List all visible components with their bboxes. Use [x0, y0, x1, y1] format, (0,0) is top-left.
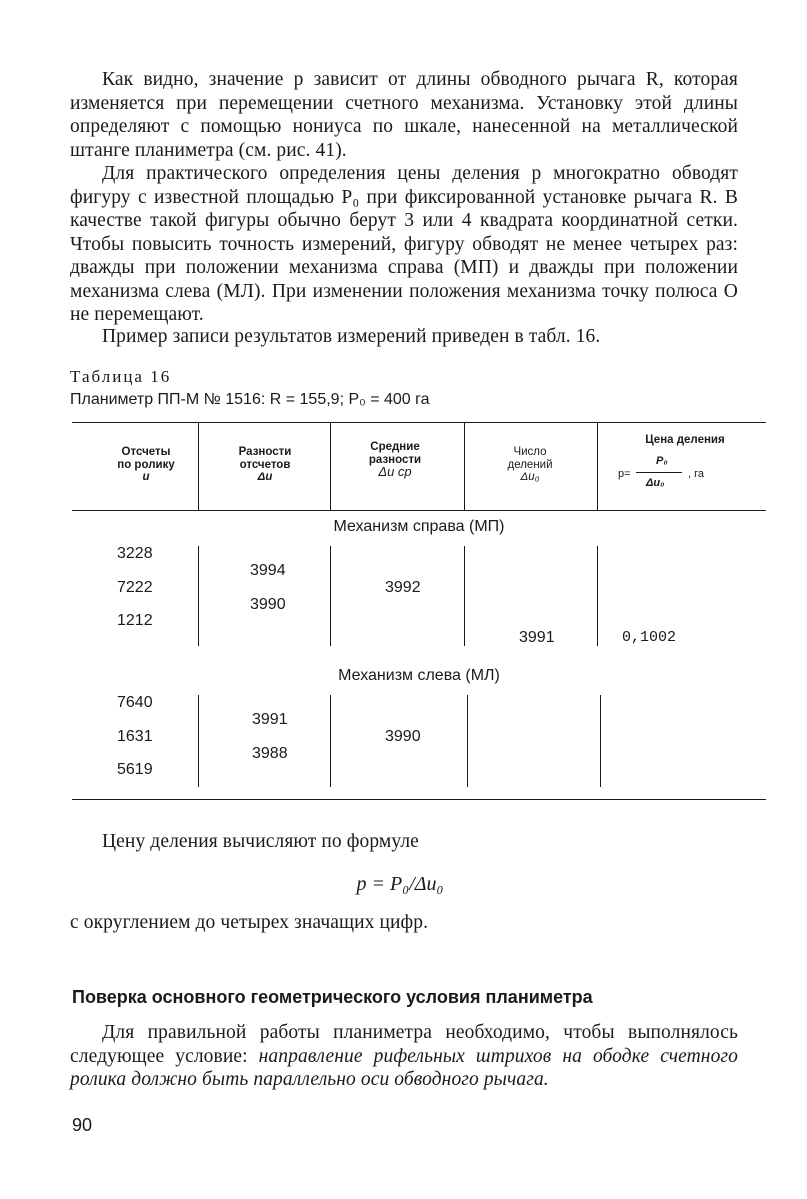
right-mean: 3992 [385, 579, 421, 596]
divisions-value: 3991 [519, 629, 555, 646]
right-divider-3 [464, 546, 465, 646]
header-divisions: Число делений Δu₀ [507, 446, 553, 483]
header-divider-3 [464, 423, 465, 510]
price-value: 0,1002 [622, 629, 677, 646]
page-number: 90 [72, 1115, 93, 1135]
header-divider-2 [330, 423, 331, 510]
table-top-rule [72, 422, 766, 423]
paragraph-3: Пример записи результатов измерений приведен в табл. 16. [102, 326, 601, 347]
left-reading-1: 7640 [117, 694, 153, 711]
header-divider-4 [597, 423, 598, 510]
table-subtitle: Планиметр ПП-М № 1516: R = 155,9; P₀ = 400 га [70, 391, 430, 408]
table-title: Таблица 16 [70, 367, 172, 386]
left-divider-3 [467, 695, 468, 787]
price-fraction: p= P₀ Δu₀ , га [618, 455, 705, 489]
header-differences: Разности отсчетов Δu [238, 446, 292, 483]
right-divider-4 [597, 546, 598, 646]
left-reading-2: 1631 [117, 728, 153, 745]
right-divider-1 [198, 546, 199, 646]
header-price: Цена деления [645, 434, 725, 446]
right-divider-2 [330, 546, 331, 646]
left-divider-4 [600, 695, 601, 787]
section-left-mechanism: Механизм слева (МЛ) [338, 667, 500, 684]
header-divider-1 [198, 423, 199, 510]
left-divider-1 [198, 695, 199, 787]
right-reading-3: 1212 [117, 612, 153, 629]
right-difference-2: 3990 [250, 596, 286, 613]
last-paragraph: Для правильной работы планиметра необходимо, чтобы выполнялось следующее условие: направление рифельных штрихов на ободке счетного ролика должно быть параллельно оси обводного рычага. [70, 1022, 738, 1090]
left-reading-3: 5619 [117, 761, 153, 778]
section-heading: Поверка основного геометрического условия планиметра [72, 987, 593, 1007]
section-right-mechanism: Механизм справа (МП) [333, 518, 505, 535]
header-readings: Отсчеты по ролику u [117, 446, 175, 483]
right-reading-2: 7222 [117, 579, 153, 596]
paragraph-2: Для практического определения цены деления p многократно обводят фигуру с известной площадью P₀ при фиксированной установке рычага R. В качестве такой фигуры обычно берут 3 или 4 квадрата координатной сетки. Чтобы повысить точность измерений, фигуру обводят не менее четырех раз: дважды при положении механизма справа (МП) и дважды при положении механизма слева (МЛ). При изменении положения механизма точку полюса O не перемещают. [70, 163, 738, 325]
left-mean: 3990 [385, 728, 421, 745]
left-divider-2 [330, 695, 331, 787]
right-reading-1: 3228 [117, 545, 153, 562]
table-bottom-rule [72, 799, 766, 800]
rounding-note: с округлением до четырех значащих цифр. [70, 912, 429, 933]
right-difference-1: 3994 [250, 562, 286, 579]
price-formula: p = P₀/Δu₀ [356, 873, 444, 895]
table-header-rule [72, 510, 766, 511]
header-mean-differences: Средние разности Δu ср [368, 441, 422, 479]
formula-intro: Цену деления вычисляют по формуле [102, 831, 419, 852]
left-difference-1: 3991 [252, 711, 288, 728]
left-difference-2: 3988 [252, 745, 288, 762]
paragraph-1: Как видно, значение p зависит от длины обводного рычага R, которая изменяется при перемещении счетного механизма. Установку этой длины определяют с помощью нониуса по шкале, нанесенной на металлической штанге планиметра (см. рис. 41). [70, 69, 738, 161]
